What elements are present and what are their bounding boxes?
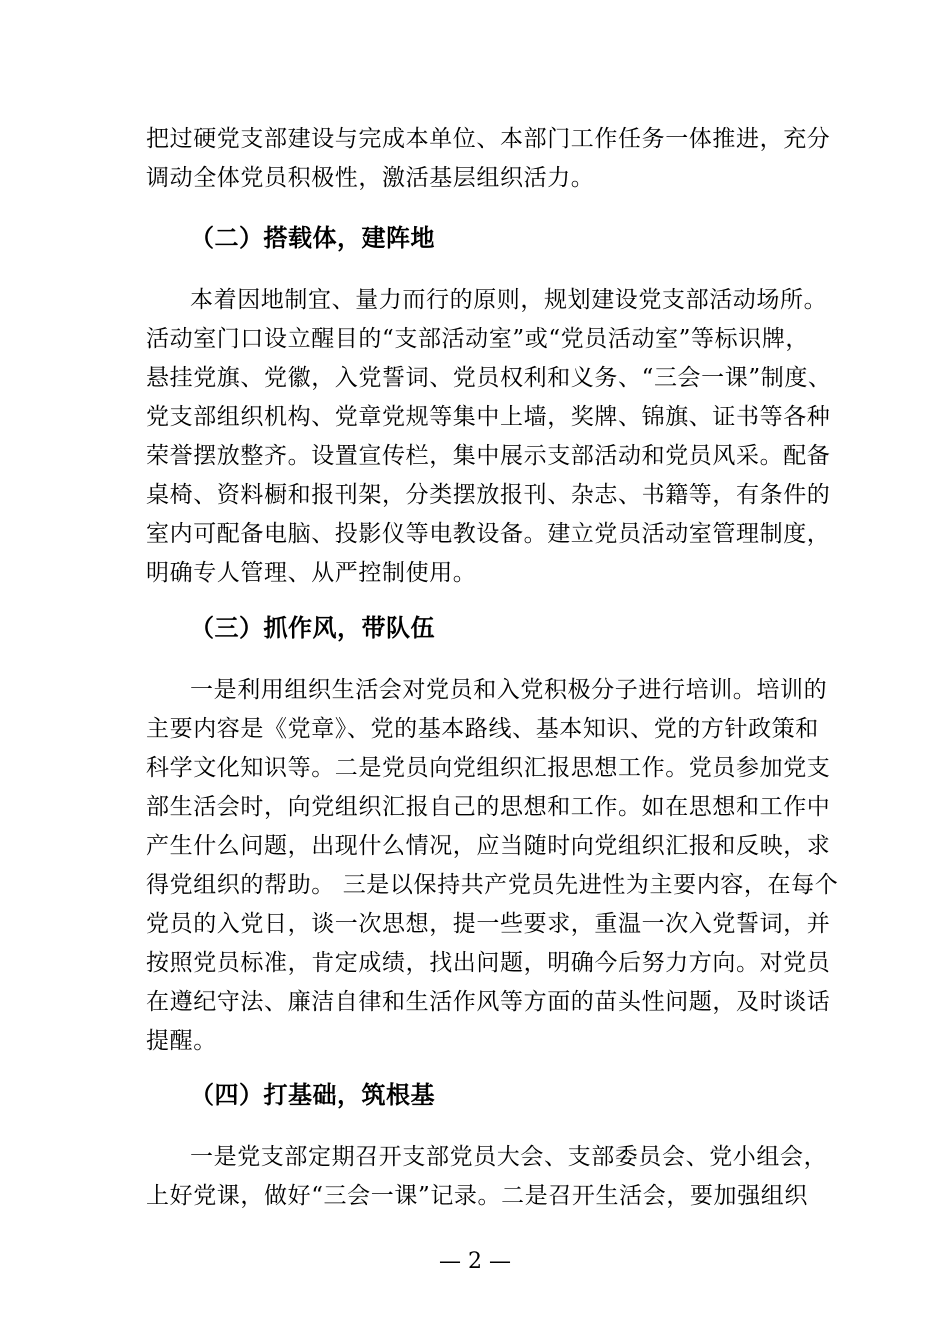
paragraph-line: 一是党支部定期召开支部党员大会、支部委员会、党小组会， <box>190 1144 828 1170</box>
paragraph-line: 科学文化知识等。二是党员向党组织汇报思想工作。党员参加党支 <box>146 755 831 781</box>
paragraph-line: 产生什么问题，出现什么情况，应当随时向党组织汇报和反映，求 <box>146 833 831 859</box>
paragraph-line: 上好党课，做好“三会一课”记录。二是召开生活会，要加强组织 <box>146 1183 808 1209</box>
paragraph-line: 明确专人管理、从严控制使用。 <box>146 560 477 586</box>
paragraph-line: 活动室门口设立醒目的“支部活动室”或“党员活动室”等标识牌， <box>146 326 810 352</box>
paragraph-line: 党支部组织机构、党章党规等集中上墙，奖牌、锦旗、证书等各种 <box>146 404 831 430</box>
paragraph-line: 得党组织的帮助。 三是以保持共产党员先进性为主要内容，在每个 <box>146 872 839 898</box>
paragraph-line: 主要内容是《党章》、党的基本路线、基本知识、党的方针政策和 <box>146 716 819 742</box>
paragraph-line: 一是利用组织生活会对党员和入党积极分子进行培训。培训的 <box>190 677 828 703</box>
paragraph-line: 调动全体党员积极性，激活基层组织活力。 <box>146 165 595 191</box>
page-number: — 2 — <box>439 1249 511 1274</box>
paragraph-line: 桌椅、资料橱和报刊架，分类摆放报刊、杂志、书籍等，有条件的 <box>146 482 831 508</box>
paragraph-line: 党员的入党日，谈一次思想，提一些要求，重温一次入党誓词，并 <box>146 911 831 937</box>
section-heading: （二）搭载体，建阵地 <box>190 224 435 252</box>
paragraph-line: 部生活会时，向党组织汇报自己的思想和工作。如在思想和工作中 <box>146 794 831 820</box>
paragraph-line: 荣誉摆放整齐。设置宣传栏，集中展示支部活动和党员风采。配备 <box>146 443 831 469</box>
paragraph-line: 在遵纪守法、廉洁自律和生活作风等方面的苗头性问题，及时谈话 <box>146 989 831 1015</box>
paragraph-line: 把过硬党支部建设与完成本单位、本部门工作任务一体推进，充分 <box>146 126 831 152</box>
paragraph-line: 室内可配备电脑、投影仪等电教设备。建立党员活动室管理制度， <box>146 521 831 547</box>
section-heading: （四）打基础，筑根基 <box>190 1081 435 1109</box>
paragraph-line: 提醒。 <box>146 1028 217 1054</box>
paragraph-line: 悬挂党旗、党徽，入党誓词、党员权利和义务、“三会一课”制度、 <box>146 365 832 391</box>
paragraph-line: 按照党员标准，肯定成绩，找出问题，明确今后努力方向。对党员 <box>146 950 831 976</box>
paragraph-line: 本着因地制宜、量力而行的原则，规划建设党支部活动场所。 <box>190 287 828 313</box>
section-heading: （三）抓作风，带队伍 <box>190 614 435 642</box>
